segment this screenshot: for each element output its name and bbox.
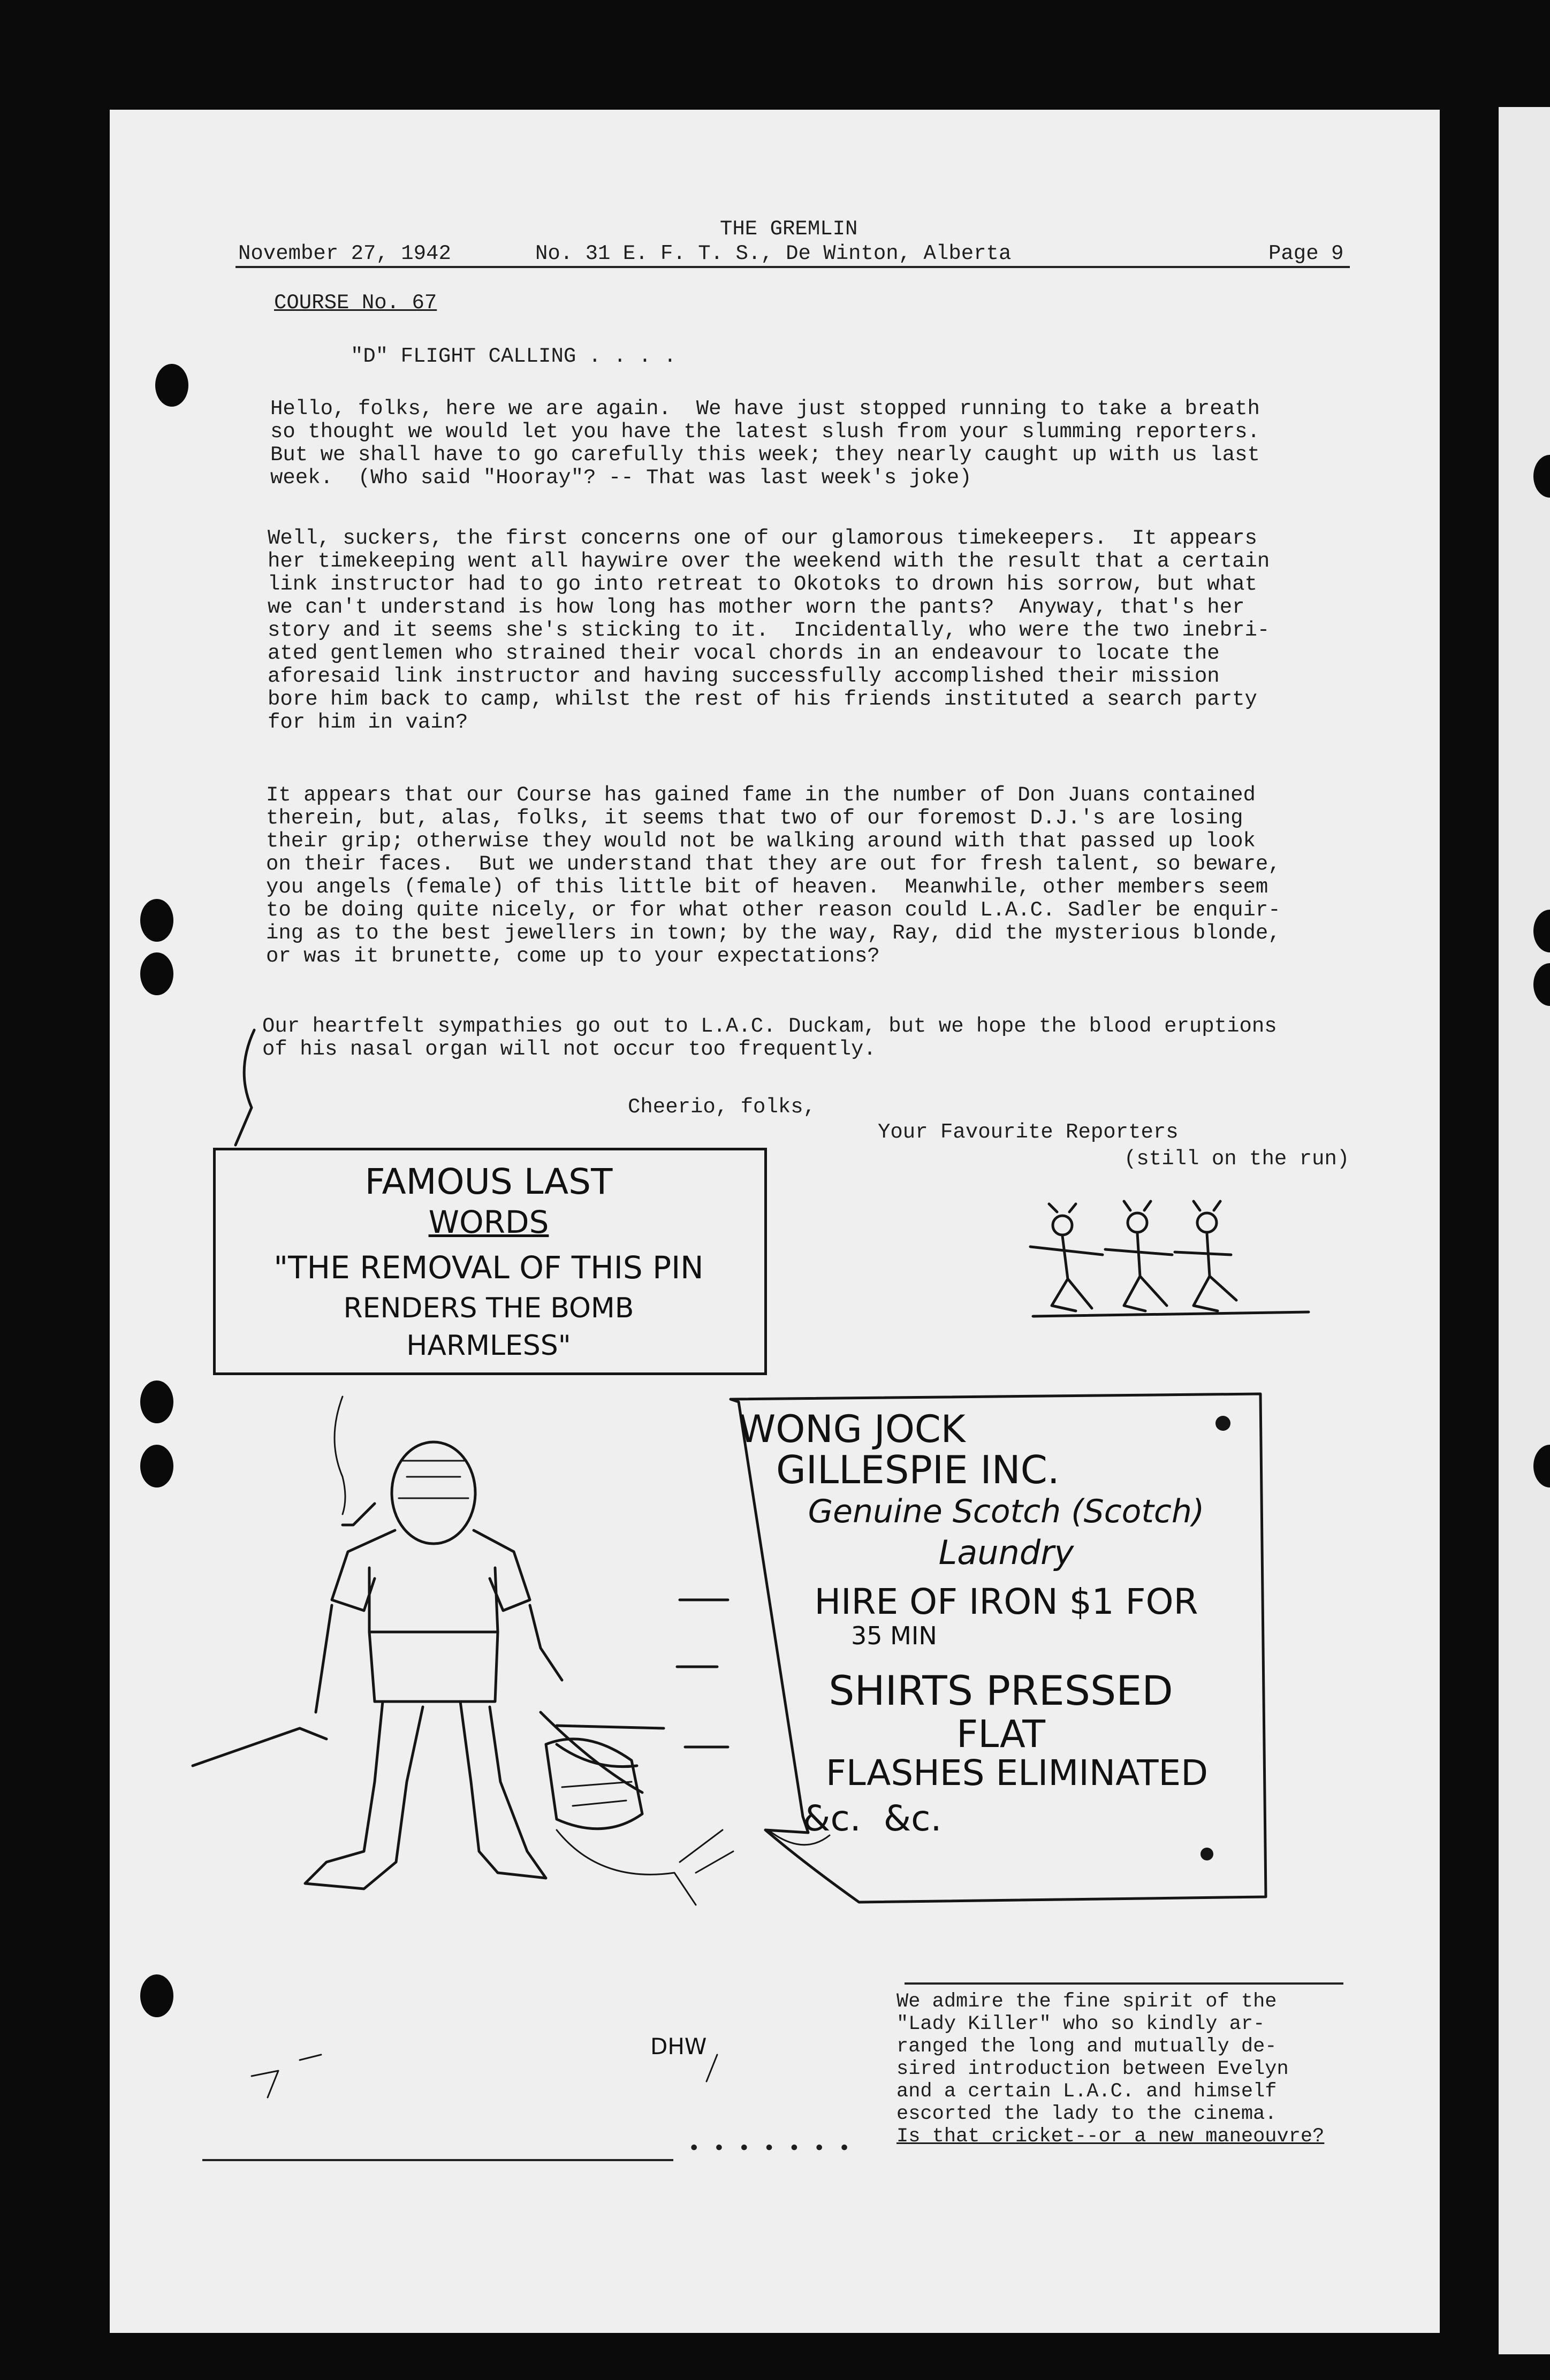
footer-rule (202, 2159, 673, 2161)
paragraph-timekeeper: Well, suckers, the first concerns one of our glamorous timekeepers. It appears her timekeeping went all haywire over the weekend with the result that a certain link instructor had to go into retreat to Okotoks to drown his sorrow, but what we can't understand is how long has mother worn the pants? Anyway, that's her story and it seems she's sticking to it. Incidentally, who were the two inebri- ated gentlemen who strained their vocal chords in an endeavour to locate the aforesaid link instructor and having successfully accomplished their mission bore him back to camp, whilst the rest of his friends instituted a search party for him in vain? (268, 527, 1270, 734)
publication-title: THE GREMLIN (720, 217, 858, 241)
sign-line-6: 35 MIN (851, 1621, 937, 1650)
footer-dots: • • • • • • • (688, 2137, 851, 2161)
sign-line-5: HIRE OF IRON $1 FOR (814, 1581, 1198, 1622)
sign-line-8: FLAT (956, 1712, 1046, 1756)
famous-line-2: WORDS (428, 1204, 549, 1240)
paragraph-don-juans: It appears that our Course has gained fame in the number of Don Juans contained therein, but, alas, folks, it seems that two of our foremost D.J.'s are losing their grip; otherwise they would not be walking around with that passed up look on their faces. But we understand that they are out for fresh talent, so beware, you angels (female) of this little bit of heaven. Meanwhile, other members seem to be doing quite nicely, or for what other reason could L.A.C. Sadler be enquir- ing as to the best jewellers in town; by the way, Ray, did the mysterious blonde, or was it brunette, come up to your expectations? (266, 783, 1281, 968)
bottom-note-question: Is that cricket--or a new maneouvre? (896, 2125, 1325, 2148)
man-with-basket-sketch (193, 1397, 733, 2097)
paragraph-intro: Hello, folks, here we are again. We have just stopped running to take a breath so thought we would let you have the latest slush from your slumming reporters. But we shall have to go carefully this week; they nearly caught up with us last week. (Who said "Hooray"? -- That was last week's joke) (270, 397, 1260, 490)
page-number: Page 9 (1268, 242, 1344, 265)
famous-line-1: FAMOUS LAST (364, 1161, 613, 1202)
sign-line-1: WONG JOCK (739, 1407, 966, 1451)
sign-line-7: SHIRTS PRESSED (829, 1667, 1173, 1714)
artist-initials: DHW (650, 2033, 707, 2059)
school-location: No. 31 E. F. T. S., De Winton, Alberta (535, 242, 1012, 265)
sign-line-3: Genuine Scotch (Scotch) (808, 1493, 1205, 1530)
famous-line-5: HARMLESS" (406, 1330, 571, 1362)
reporters-note: (still on the run) (1124, 1147, 1350, 1171)
sign-line-2: GILLESPIE INC. (776, 1447, 1060, 1492)
running-figures-sketch (1030, 1201, 1309, 1316)
famous-line-4: RENDERS THE BOMB (343, 1292, 634, 1324)
famous-line-3: "THE REMOVAL OF THIS PIN (273, 1249, 704, 1286)
bottom-note-text: We admire the fine spirit of the "Lady Killer" who so kindly ar- ranged the long and mutually de- sired introduction between Evelyn and a certain L.A.C. and himself escorted the lady to the cinema. (896, 1990, 1289, 2125)
issue-date: November 27, 1942 (238, 242, 451, 265)
sign-line-10: &c. &c. (803, 1798, 942, 1839)
closing-line: Cheerio, folks, (628, 1095, 816, 1119)
sign-line-9: FLASHES ELIMINATED (825, 1752, 1209, 1794)
note-top-rule (905, 1982, 1343, 1985)
course-heading: COURSE No. 67 (274, 291, 437, 315)
reporters-signature: Your Favourite Reporters (878, 1120, 1179, 1144)
section-title: "D" FLIGHT CALLING . . . . (351, 345, 677, 368)
sign-line-4: Laundry (938, 1533, 1074, 1572)
paragraph-sympathies: Our heartfelt sympathies go out to L.A.C. Duckam, but we hope the blood eruptions of his nasal organ will not occur too frequently. (262, 1014, 1277, 1061)
